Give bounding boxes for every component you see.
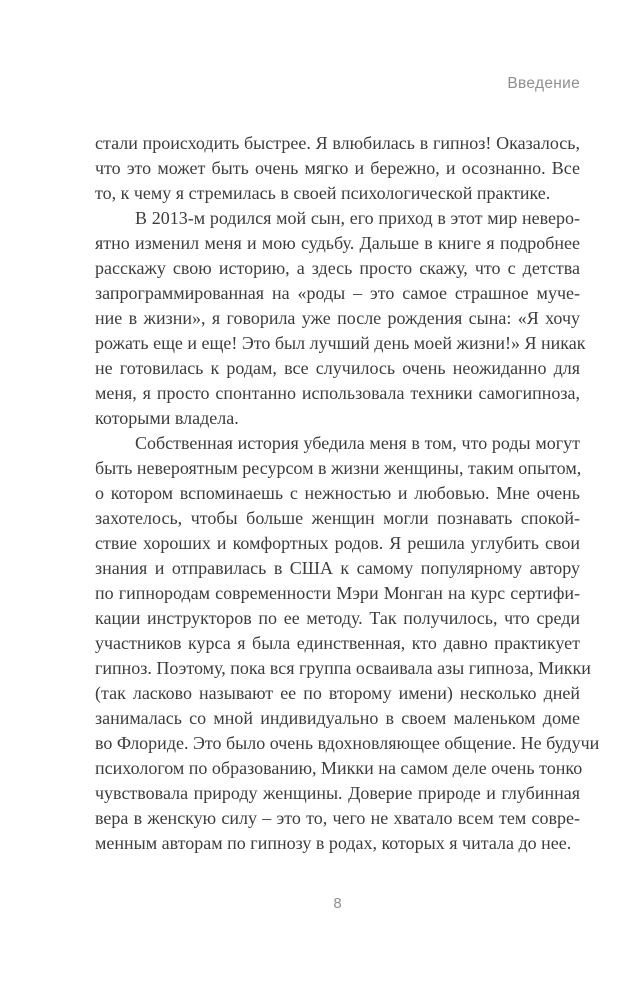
text-line: что это может быть очень мягко и бережно, и осознанно. Все: [95, 158, 580, 178]
text-line: занималась со мной индивидуально в своем маленьком доме: [95, 708, 580, 728]
text-block: [95, 131, 600, 856]
text-line: вера в женскую силу – это то, чего не хватало всем тем совре-: [95, 808, 580, 828]
text-line: запрограммированная на «роды – это самое страшное муче-: [95, 283, 580, 303]
text-line: меня, я просто спонтанно использовала техники самогипноза,: [95, 383, 580, 403]
text-line: которыми владела.: [95, 408, 239, 428]
text-line: менным авторам по гипнозу в родах, которых я читала до нее.: [95, 833, 572, 853]
page-number: 8: [333, 895, 342, 912]
text-line: ние в жизни», я говорила уже после рождения сына: «Я хочу: [95, 308, 580, 328]
text-line: участников курса я была единственная, кто давно практикует: [95, 633, 580, 653]
text-line: то, к чему я стремилась в своей психологической практике.: [95, 183, 551, 203]
text-line: захотелось, чтобы больше женщин могли познавать спокой-: [95, 508, 580, 528]
text-line: быть невероятным ресурсом в жизни женщины, таким опытом,: [95, 458, 582, 478]
text-line: рожать еще и еще! Это был лучший день моей жизни!» Я никак: [95, 333, 586, 353]
running-header: Введение: [507, 75, 580, 92]
text-line: кации инструкторов по ее методу. Так получилось, что среди: [95, 608, 580, 628]
text-line: В 2013-м родился мой сын, его приход в этот мир неверо-: [135, 208, 580, 228]
text-line: расскажу свою историю, а здесь просто скажу, что с детства: [95, 258, 580, 278]
text-line: чувствовала природу женщины. Доверие природе и глубинная: [95, 783, 580, 803]
text-line: не готовилась к родам, все случилось очень неожиданно для: [95, 358, 580, 378]
text-line: гипноз. Поэтому, пока вся группа осваивала азы гипноза, Микки: [95, 658, 591, 678]
text-line: во Флориде. Это было очень вдохновляющее общение. Не будучи: [95, 733, 600, 753]
text-line: психологом по образованию, Микки на самом деле очень тонко: [95, 758, 583, 778]
text-line: (так ласково называют ее по второму имени) несколько дней: [95, 683, 580, 703]
text-line: по гипнородам современности Мэри Монган на курс сертифи-: [95, 583, 580, 603]
paragraph: [95, 131, 580, 206]
text-line: стали происходить быстрее. Я влюбилась в гипноз! Оказалось,: [95, 133, 580, 153]
paragraph: [95, 206, 586, 431]
text-line: ствие хороших и комфортных родов. Я решила углубить свои: [95, 533, 580, 553]
paragraph: [95, 431, 600, 856]
text-line: ятно изменил меня и мою судьбу. Дальше в книге я подробнее: [95, 233, 580, 253]
text-line: знания и отправилась в США к самому популярному автору: [95, 558, 580, 578]
text-line: Собственная история убедила меня в том, что роды могут: [135, 433, 580, 453]
text-line: о котором вспоминаешь с нежностью и любовью. Мне очень: [95, 483, 580, 503]
